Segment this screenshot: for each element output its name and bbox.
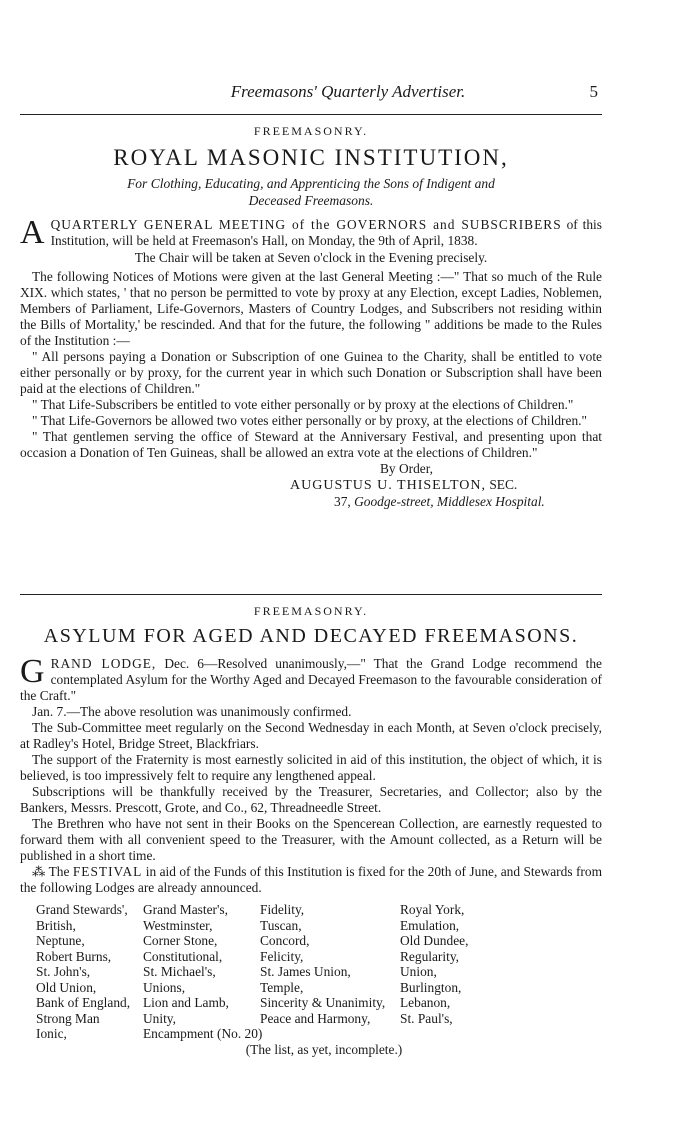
motion-life-governors: " That Life-Governors be allowed two votes either personally or by proxy, at the elections of Children." bbox=[32, 413, 587, 428]
subscriptions: Subscriptions will be thankfully received by the Treasurer, Secretaries, and Collector; also by the Bankers, Messrs. Prescott, Grote, and Co., 62, Threadneedle Street. bbox=[20, 784, 602, 815]
list-item: Temple, bbox=[260, 979, 304, 995]
section-title: ROYAL MASONIC INSTITUTION, bbox=[113, 145, 509, 170]
list-item: Sincerity & Unanimity, bbox=[260, 995, 386, 1010]
signatory: AUGUSTUS U. THISELTON, SEC. bbox=[290, 477, 518, 493]
list-item: Grand Master's, bbox=[143, 902, 228, 917]
by-order: By Order, bbox=[380, 461, 434, 476]
section-kicker: FREEMASONRY. bbox=[253, 124, 369, 138]
spencerean-collection: The Brethren who have not sent in their Books on the Spencerean Collection, are earnestly requested to forward them with all convenient speed to the Treasurer, with the Amount collected, as a Return will be published in a short time. bbox=[20, 816, 602, 863]
motion-stewards: " That gentlemen serving the office of Steward at the Anniversary Festival, and presenting upon that occasion a Donation of Ten Guineas, shall be allowed an extra vote at the elections of Children." bbox=[20, 429, 602, 460]
section-divider bbox=[20, 594, 602, 595]
list-item: St. James Union, bbox=[260, 964, 351, 979]
page-number: 5 bbox=[589, 82, 598, 101]
notice-body bbox=[20, 653, 602, 896]
list-item: Unity, bbox=[143, 1010, 176, 1026]
list-item: Old Dundee, bbox=[400, 933, 469, 948]
list-item: Tuscan, bbox=[260, 917, 302, 933]
motion-donation: " All persons paying a Donation or Subscription of one Guinea to the Charity, shall be entitled to vote either personally or by proxy, for the current year in which such Donation or Subscription shall have been paid at the elections of Children." bbox=[20, 349, 602, 396]
list-item: Constitutional, bbox=[143, 948, 223, 964]
resolution-confirmed: Jan. 7.—The above resolution was unanimously confirmed. bbox=[32, 704, 352, 719]
meeting-announcement: AQUARTERLY GENERAL MEETING of the GOVERNORS and SUBSCRIBERS of this Institution, will be held at Freemason's Hall, on Monday, the 9th of April, 1838. bbox=[20, 214, 602, 251]
list-item: Concord, bbox=[260, 933, 310, 948]
list-item: Peace and Harmony, bbox=[260, 1010, 371, 1026]
list-item: Ionic, bbox=[36, 1026, 67, 1041]
steward-lodges-list bbox=[36, 902, 602, 1042]
list-item: Royal York, bbox=[400, 902, 465, 917]
lodges-column-3 bbox=[260, 902, 400, 1042]
list-item: Neptune, bbox=[36, 933, 85, 948]
list-incomplete-note: (The list, as yet, incomplete.) bbox=[245, 1041, 403, 1057]
list-item: Bank of England, bbox=[36, 995, 131, 1010]
list-item: Unions, bbox=[143, 979, 186, 995]
notice-body bbox=[20, 214, 602, 461]
list-item: Old Union, bbox=[36, 979, 97, 995]
lodges-column-4 bbox=[400, 902, 540, 1042]
festival-announcement: ⁂ The FESTIVAL in aid of the Funds of this Institution is fixed for the 20th of June, and Stewards from the following Lodges are already announced. bbox=[20, 864, 602, 895]
motions-paragraph: The following Notices of Motions were given at the last General Meeting :—" That so much of the Rule XIX. which states, ' that no person be permitted to vote by proxy at any Election, except Ladies, Noblemen, Members of Parliament, Life-Governors, Masters of Country Lodges, and Subscribers not residing within the Bills of Mortality,' be rescinded. And that for the future, the following " additions be made to the Rules of the Institution :— bbox=[20, 269, 602, 348]
list-item: Regularity, bbox=[400, 948, 460, 964]
support-appeal: The support of the Fraternity is most earnestly solicited in aid of this institution, the object of which, it is believed, is too impressively felt to require any lengthened appeal. bbox=[20, 752, 602, 783]
list-item: Lebanon, bbox=[400, 995, 451, 1010]
section-kicker: FREEMASONRY. bbox=[253, 604, 369, 618]
chair-notice: The Chair will be taken at Seven o'clock in the Evening precisely. bbox=[134, 250, 488, 265]
drop-cap: A bbox=[20, 214, 45, 251]
list-item: St. John's, bbox=[36, 964, 91, 979]
grand-lodge-resolution: GRAND LODGE, Dec. 6—Resolved unanimously,—" That the Grand Lodge recommend the contemplated Asylum for the Worthy Aged and Decayed Freemason to the favourable consideration of the Craft." bbox=[20, 653, 602, 703]
list-item: St. Paul's, bbox=[400, 1010, 453, 1026]
running-header bbox=[10, 82, 686, 106]
drop-cap: G bbox=[20, 653, 45, 690]
list-item: Grand Stewards', bbox=[36, 902, 128, 917]
motion-life-subscribers: " That Life-Subscribers be entitled to vote either personally or by proxy at the elections of Children." bbox=[32, 397, 574, 412]
lodges-column-1 bbox=[36, 902, 143, 1042]
sub-committee-meetings: The Sub-Committee meet regularly on the Second Wednesday in each Month, at Seven o'clock precisely, at Radley's Hotel, Bridge Street, Blackfriars. bbox=[20, 720, 602, 751]
list-item: Strong Man bbox=[36, 1010, 100, 1026]
list-item: Burlington, bbox=[400, 979, 462, 995]
page bbox=[10, 0, 686, 1140]
list-item: Westminster, bbox=[143, 917, 213, 933]
section-title: ASYLUM FOR AGED AND DECAYED FREEMASONS. bbox=[43, 625, 579, 647]
list-item: British, bbox=[36, 917, 76, 933]
list-item: Felicity, bbox=[260, 948, 304, 964]
signatory-address: 37, Goodge-street, Middlesex Hospital. bbox=[334, 494, 545, 509]
list-item: Corner Stone, bbox=[143, 933, 218, 948]
signature-block bbox=[290, 461, 602, 510]
list-item: Emulation, bbox=[400, 917, 460, 933]
royal-masonic-institution-notice bbox=[20, 124, 602, 510]
list-item: Union, bbox=[400, 964, 437, 979]
list-item: Lion and Lamb, bbox=[143, 995, 229, 1010]
header-rule bbox=[20, 114, 602, 115]
section-subtitle: For Clothing, Educating, and Apprenticing the Sons of Indigent and Deceased Freemasons. bbox=[127, 176, 495, 208]
list-item: Robert Burns, bbox=[36, 948, 112, 964]
asylum-notice bbox=[20, 604, 602, 1058]
lodges-column-2 bbox=[143, 902, 263, 1042]
list-item: Encampment (No. 20) bbox=[143, 1026, 263, 1041]
list-item: St. Michael's, bbox=[143, 964, 216, 979]
running-title: Freemasons' Quarterly Advertiser. bbox=[230, 82, 466, 101]
list-item: Fidelity, bbox=[260, 902, 305, 917]
